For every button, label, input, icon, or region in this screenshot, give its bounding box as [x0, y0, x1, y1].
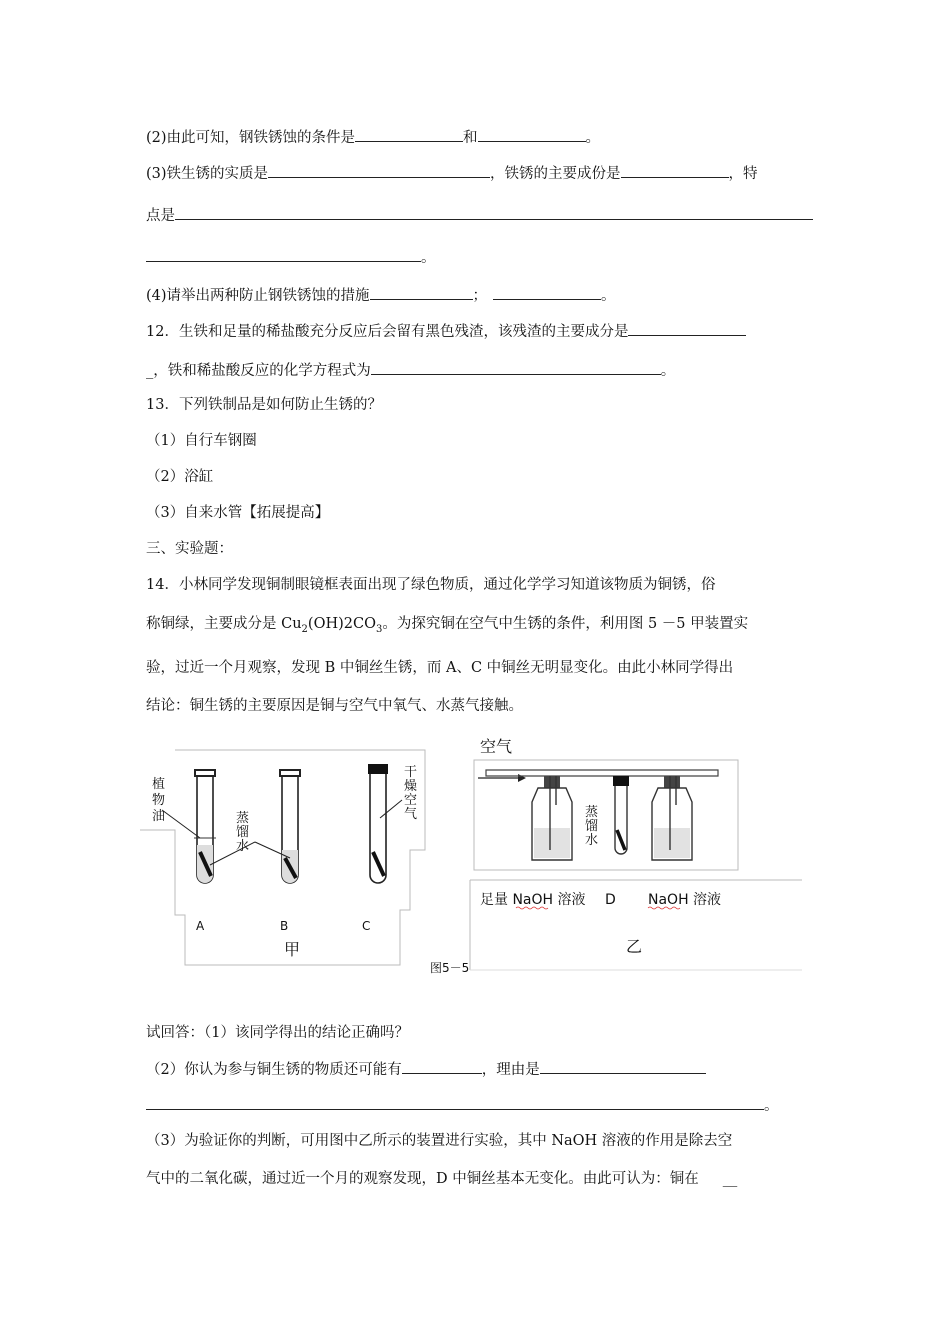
text: _，铁和稀盐酸反应的化学方程式为 [146, 363, 371, 379]
text: ； [472, 288, 488, 304]
text: 。为探究铜在空气中生锈的条件，利用图 5 －5 甲装置实 [382, 616, 749, 632]
label-steam-r-3: 水 [585, 833, 599, 848]
question-13 [146, 395, 382, 415]
question-13-item-2 [146, 467, 213, 487]
label-oil-1: 植 [152, 777, 166, 792]
text: （3）自来水管【拓展提高】 [146, 505, 330, 521]
answer-blank[interactable]: __ [722, 1171, 738, 1187]
figure-number: 图5－5 [430, 961, 470, 975]
label-naoh-left: 足量 NaOH 溶液 [480, 892, 586, 908]
label-dry-air-2: 燥 [404, 779, 418, 794]
subscript: 2 [301, 623, 308, 635]
text: (2)由此可知，钢铁锈蚀的条件是 [146, 130, 356, 146]
answer-blank[interactable] [621, 163, 729, 178]
label-tube-a: A [196, 919, 205, 933]
question-12-cont [146, 360, 675, 381]
question-14-answer-2-cont [146, 1095, 779, 1116]
text: 12．生铁和足量的稀盐酸充分反应后会留有黑色残渣，该残渣的主要成分是 [146, 324, 629, 340]
label-tube-b: B [280, 919, 289, 933]
subscript: 3 [375, 623, 383, 635]
label-naoh-right: NaOH 溶液 [648, 892, 722, 908]
text: (4)请举出两种防止钢铁锈蚀的措施 [146, 288, 370, 304]
answer-blank[interactable] [540, 1059, 706, 1074]
question-13-item-3 [146, 503, 329, 523]
label-steam-r-1: 蒸 [585, 805, 599, 820]
text: 13．下列铁制品是如何防止生锈的？ [146, 397, 382, 413]
text: 。 [660, 363, 676, 379]
question-14-answer-3 [146, 1131, 732, 1151]
label-steam-3: 水 [236, 839, 250, 854]
label-steam-r-2: 馏 [585, 819, 599, 834]
pointer-line [380, 800, 402, 818]
answer-blank[interactable] [628, 321, 746, 336]
label-steam-2: 馏 [236, 825, 250, 840]
text: ，理由是 [481, 1062, 540, 1078]
question-14-answer-3-cont [146, 1169, 737, 1189]
text: 14．小林同学发现铜制眼镜框表面出现了绿色物质，通过化学学习知道该物质为铜锈，俗 [146, 577, 716, 593]
question-13-item-1 [146, 431, 257, 451]
question-11-part-3-end [146, 247, 436, 268]
label-air: 空气 [480, 737, 513, 756]
test-tube-a [194, 770, 216, 883]
question-14 [146, 575, 715, 595]
text: 试回答：（1）该同学得出的结论正确吗？ [146, 1025, 409, 1041]
text: 三、实验题： [146, 541, 233, 557]
arrow-head [518, 774, 526, 782]
text: （3）为验证你的判断，可用图中乙所示的装置进行实验，其中 NaOH 溶液的作用是除去空 [146, 1133, 733, 1149]
question-14-answer-1 [146, 1023, 409, 1043]
text: 验，过近一个月观察，发现 B 中铜丝生锈，而 A、C 中铜丝无明显变化。由此小林同学得出 [146, 660, 734, 676]
text: （2）你认为参与铜生锈的物质还可能有 [146, 1062, 402, 1078]
section-heading [146, 539, 233, 559]
text: 。 [764, 1098, 779, 1114]
label-oil-2: 物 [152, 793, 166, 808]
question-14-line-4 [146, 696, 523, 716]
label-steam-1: 蒸 [236, 811, 250, 826]
test-tube-b [280, 770, 300, 883]
question-11-part-3 [146, 163, 758, 184]
question-11-part-4 [146, 285, 616, 306]
text: 。 [421, 250, 436, 266]
text: 点是 [146, 208, 175, 224]
text: （2）浴缸 [146, 469, 214, 485]
question-14-line-3 [146, 658, 733, 678]
text: 。 [585, 130, 601, 146]
answer-blank[interactable] [370, 285, 473, 300]
answer-blank[interactable] [402, 1059, 482, 1074]
answer-blank[interactable] [146, 1095, 764, 1110]
question-14-line-2 [146, 614, 748, 640]
text: 结论：铜生锈的主要原因是铜与空气中氧气、水蒸气接触。 [146, 698, 523, 714]
text: (3)铁生锈的实质是 [146, 166, 269, 182]
answer-blank[interactable] [268, 163, 490, 178]
caption-yi: 乙 [626, 937, 643, 956]
question-11-part-2 [146, 127, 600, 148]
question-14-answer-2 [146, 1059, 706, 1080]
text: ，铁锈的主要成份是 [490, 166, 621, 182]
figure-5-5 [140, 730, 810, 980]
label-oil-3: 油 [152, 809, 166, 824]
text: ，特 [728, 166, 758, 182]
text: (OH)2CO [307, 616, 376, 632]
text: （1）自行车钢圈 [146, 433, 257, 449]
question-12 [146, 321, 746, 342]
label-dry-air-1: 干 [404, 765, 418, 780]
text: 和 [463, 130, 478, 146]
caption-jia: 甲 [284, 940, 301, 959]
question-11-part-3-cont [146, 205, 813, 226]
label-dry-air-3: 空 [404, 793, 418, 808]
answer-blank[interactable] [493, 285, 601, 300]
answer-blank[interactable] [175, 205, 813, 220]
label-d: D [605, 892, 616, 908]
pointer-line [162, 810, 200, 838]
answer-blank[interactable] [146, 247, 421, 262]
answer-blank[interactable] [371, 360, 661, 375]
text: 气中的二氧化碳，通过近一个月的观察发现，D 中铜丝基本无变化。由此可认为：铜在 [146, 1171, 699, 1187]
text: 。 [601, 288, 616, 304]
label-tube-c: C [362, 919, 371, 933]
test-tube-c [368, 764, 388, 883]
label-dry-air-4: 气 [404, 807, 418, 822]
answer-blank[interactable] [478, 127, 586, 142]
answer-blank[interactable] [355, 127, 463, 142]
text: 称铜绿，主要成分是 Cu [146, 616, 302, 632]
